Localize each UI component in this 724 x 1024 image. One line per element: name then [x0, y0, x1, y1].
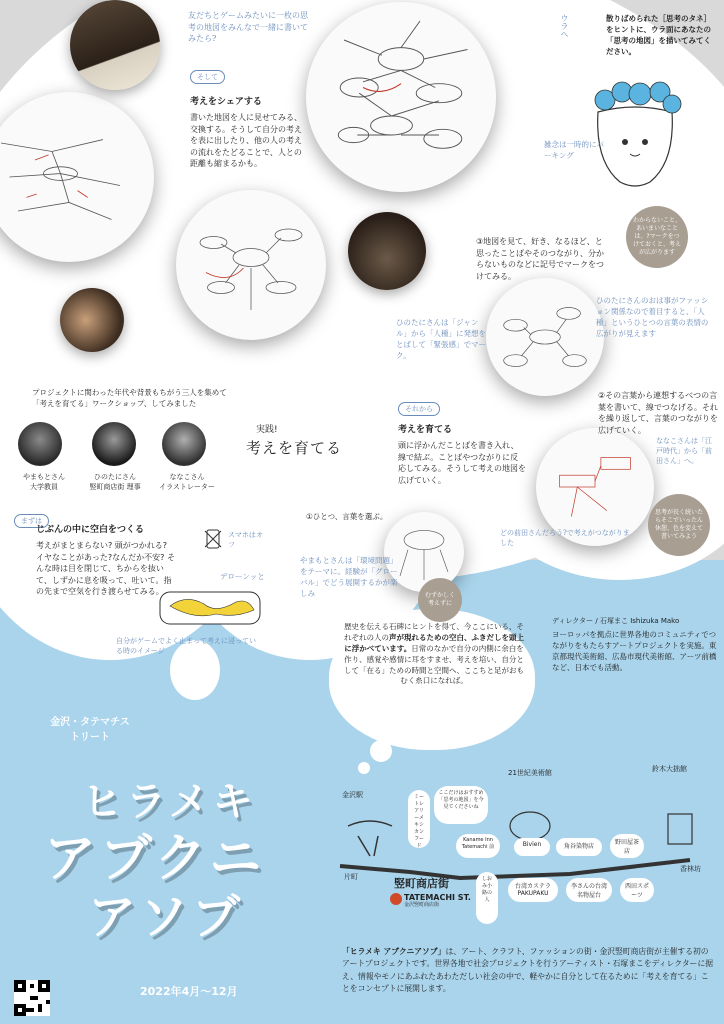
mascot-illustration: [580, 72, 690, 192]
person-role: 大学教員: [30, 483, 58, 491]
street-logo-icon: [390, 893, 402, 905]
workshop-intro: プロジェクトに関わった年代や背景もちがう三人を集めて「考えを育てる」ワークショップ、してみました: [32, 388, 227, 408]
person-name: やまもとさん: [23, 473, 65, 481]
bottom-hand-note: 自分がゲームでよく止まって考えに浸っている時のイメージ: [116, 637, 256, 656]
shop-bubble: Kaname Inn Tatemachi 前: [456, 834, 500, 858]
step1-text: ①ひとつ、言葉を選ぶ。: [306, 512, 388, 521]
tip-circle: わからないこと、あいまいなことは、?マークをつけておくと、考えが広がります: [626, 206, 688, 268]
relaxed-figure-illustration: [156, 584, 266, 630]
map-label: 香林坊: [680, 865, 701, 873]
shop-bubble: 台湾カステラ PAKUPAKU: [508, 878, 558, 902]
tip-circle: むずかしく考えずに: [418, 578, 462, 622]
director-label-text: ディレクター: [552, 617, 594, 625]
workshop-photo: [70, 0, 160, 90]
street-map: [330, 786, 720, 926]
mascot-note: 雑念は一時的にパーキング: [544, 140, 604, 160]
practice-title: 考えを育てる: [246, 439, 343, 457]
up-arrow-note: ウラへ: [560, 14, 569, 38]
section-heading: 考えをシェアする: [190, 97, 262, 107]
shop-bubble: 李さんの台湾名物屋台: [566, 878, 612, 902]
project-title-lead: 「ヒラメキ アブクニアソブ」: [342, 947, 446, 956]
section-body: 考えがまとまらない? 頭がつかれる? イヤなことがあった?なんだか不安? そんな時は目を閉じて、ちからを抜いて、しずかに息を吸って、吐いて。指の先まで空気を行き渡らせてみる。: [36, 541, 175, 597]
shop-bubble: Bivien: [514, 838, 550, 856]
director-label: ディレクター / 石塚まこ Ishizuka Mako: [552, 617, 680, 625]
speech-bubble-tail: [370, 740, 392, 762]
shop-bubble: 角谷染物店: [556, 838, 602, 856]
practice-label: 実践!: [256, 425, 278, 435]
map-label: 片町: [344, 873, 358, 881]
brand-subtitle: 金沢・タテマチストリート: [50, 717, 130, 743]
brand-title-line1: ヒラメキ: [82, 779, 257, 825]
tip-circle: 思考が長く続いたらそこでいったん休憩、色を変えて書いてみよう: [648, 494, 710, 556]
project-body: は、アート、クラフト、ファッションの街・金沢竪町商店街が主催する初のアートプロジェクトです。世界各地で社会プロジェクトを行うアーティスト・石塚まこをディレクターに据え、情報やモノにあふれたあわただしい社会の中で、軽やかに自分として在るために「考えを育てる」ことをコンセプトに展開します。: [342, 947, 714, 994]
dates: 2022年4月〜12月: [140, 985, 238, 998]
section-body: 書いた地図を人に見せてみる、交換する。そうして自分の考えを表に出したり、他の人の考えの流れをたどることで、人との距離も縮まるかも。: [190, 113, 302, 169]
bubble-text: [344, 622, 524, 687]
map-label: 鈴木大拙館: [652, 765, 687, 773]
drawing-note: デローンッと: [220, 572, 265, 581]
step3-text: ③地図を見て、好き、なるほど、と思ったことばやそのつながり、分からないものなどに記号でマークをつけてみる。: [476, 237, 604, 281]
shop-bubble: 西田スポーツ: [620, 878, 654, 902]
avatar: [162, 422, 206, 466]
mindmap-circle-center: [176, 190, 326, 340]
tag-label: そして: [190, 70, 225, 84]
shop-bubble: ここだけはおすすめ「思考の地図」を今見てくださいね: [434, 786, 488, 824]
hinotani-note: ひのたにさんのおは事がファッション関係なので着目すると、「人種」というひとつの言葉の表情の広がりが見えます: [596, 296, 709, 338]
shop-bubble: ミートレアリーメキシカンフード: [408, 790, 430, 848]
avatar: [18, 422, 62, 466]
person-role: イラストレーター: [159, 483, 215, 491]
person-name: ひのたにさん: [94, 473, 136, 481]
mindmap-circle-right: [486, 278, 604, 396]
director-name: 石塚まこ Ishizuka Mako: [599, 617, 680, 625]
speech-bubble-tail: [358, 762, 370, 774]
maeda-note: どの前田さんだろう?で考えがつながりました: [500, 529, 630, 548]
handwritten-note: 友だちとゲームみたいに一枚の思考の地図をみんなで一緒に書いてみたら?: [188, 11, 308, 44]
person-name: ななこさん: [169, 473, 205, 481]
avatar: [92, 422, 136, 466]
street-name: 竪町商店街: [394, 877, 449, 890]
brand-title-line3: アソブ: [88, 889, 245, 945]
step2-text: ②その言葉から連想するべつの言葉を書いて、線でつなげる。それを繰り返して、言葉のつながりを広げていく。: [598, 391, 718, 435]
director-bio: ヨーロッパを拠点に世界各地のコミュニティでつながりをもたらすアートプロジェクトを実施。東京都現代美術館、広島市現代美術館、アーツ前橋など、日本でも活動。: [552, 630, 717, 672]
tag-label: まずは: [14, 514, 49, 528]
smartphone-note: スマホはオフ: [228, 531, 263, 550]
shop-bubble: しおみ小路の人: [476, 872, 498, 924]
map-label: 21世紀美術館: [508, 769, 552, 777]
bubble-line: 歴史を伝える石碑にヒントを得て、今ここにいる、それぞれの人の: [344, 622, 524, 642]
mukou-note: ななこさんは「江戸時代」から「前田さん」へ。: [656, 437, 712, 466]
section-body: 頭に浮かんだことばを書き入れ、線で結ぶ。ことばやつながりに反応してみる。そうして考えの地図を広げていく。: [398, 441, 526, 485]
instruction-text: 散りばめられた［思考のタネ］をヒントに、ウラ面にあなたの「思考の地図」を描いてみてください。: [606, 14, 711, 56]
street-name-en: TATEMACHI ST.: [404, 893, 471, 902]
section-heading: じぶんの中に空白をつくる: [36, 525, 145, 535]
shop-bubble: 野田屋茶店: [610, 834, 644, 858]
qr-code[interactable]: [14, 980, 50, 1016]
section-heading: 考えを育てる: [398, 425, 453, 435]
bubble-bold: 声が現れるための空白、ふきだしを頭上に浮かべています。: [344, 632, 524, 653]
mindmap-circle-large: [306, 2, 496, 192]
workshop-photo: [60, 288, 124, 352]
person-role: 竪町商店街 理事: [89, 483, 141, 491]
phone-off-icon: [202, 528, 224, 550]
tag-label: それから: [398, 402, 440, 416]
map-label: 金沢駅: [342, 791, 363, 799]
yamamoto-note: やまもとさんは「環境問題」をテーマに。経験が「グローバル」でどう展開するかが楽しみ: [300, 556, 398, 598]
hinotani-flow-note: ひのたにさんは「ジャンル」から「人種」に発想をとばして「緊張感」でマーク。: [396, 318, 486, 360]
street-name-sub: 金沢竪町商店街: [404, 902, 440, 908]
project-description: [342, 946, 716, 996]
brand-title-line2: アブクニ: [44, 829, 266, 889]
workshop-photo: [348, 212, 426, 290]
bubble-line: 日常のなかで自分の内側に余白を作り、感覚や感情に耳をすませ、考えを培い、自分として「在る」ための時間と空間へ、ここちと足がおもむく糸口になれば。: [344, 643, 524, 686]
